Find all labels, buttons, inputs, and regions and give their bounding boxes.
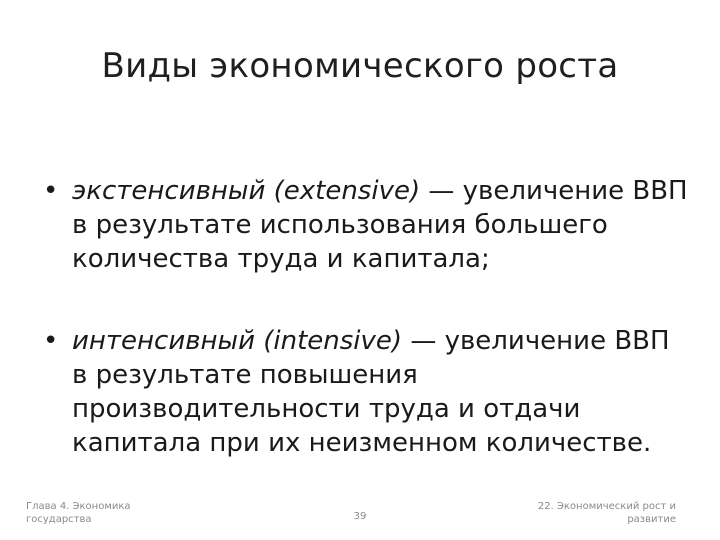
bullet-item-extensive: [40, 174, 690, 276]
bullet-term: экстенсивный (extensive): [72, 176, 421, 206]
footer-page-number: 39: [353, 511, 367, 522]
footer-chapter: Глава 4. Экономика государства: [26, 501, 131, 525]
bullet-dot-icon: •: [43, 176, 59, 206]
bullet-term: интенсивный (intensive): [72, 326, 403, 356]
slide-title: Виды экономического роста: [101, 46, 619, 86]
bullet-text: — увеличение ВВП в результате использования большего количества труда и капитала;: [72, 176, 688, 274]
footer-section: 22. Экономический рост и развитие: [537, 501, 676, 525]
bullet-item-intensive: [40, 324, 690, 460]
bullet-text: — увеличение ВВП в результате повышения производительности труда и отдачи капитала при их неизменном количестве.: [72, 326, 670, 458]
bullet-list: [40, 174, 690, 460]
bullet-dot-icon: •: [43, 326, 59, 356]
